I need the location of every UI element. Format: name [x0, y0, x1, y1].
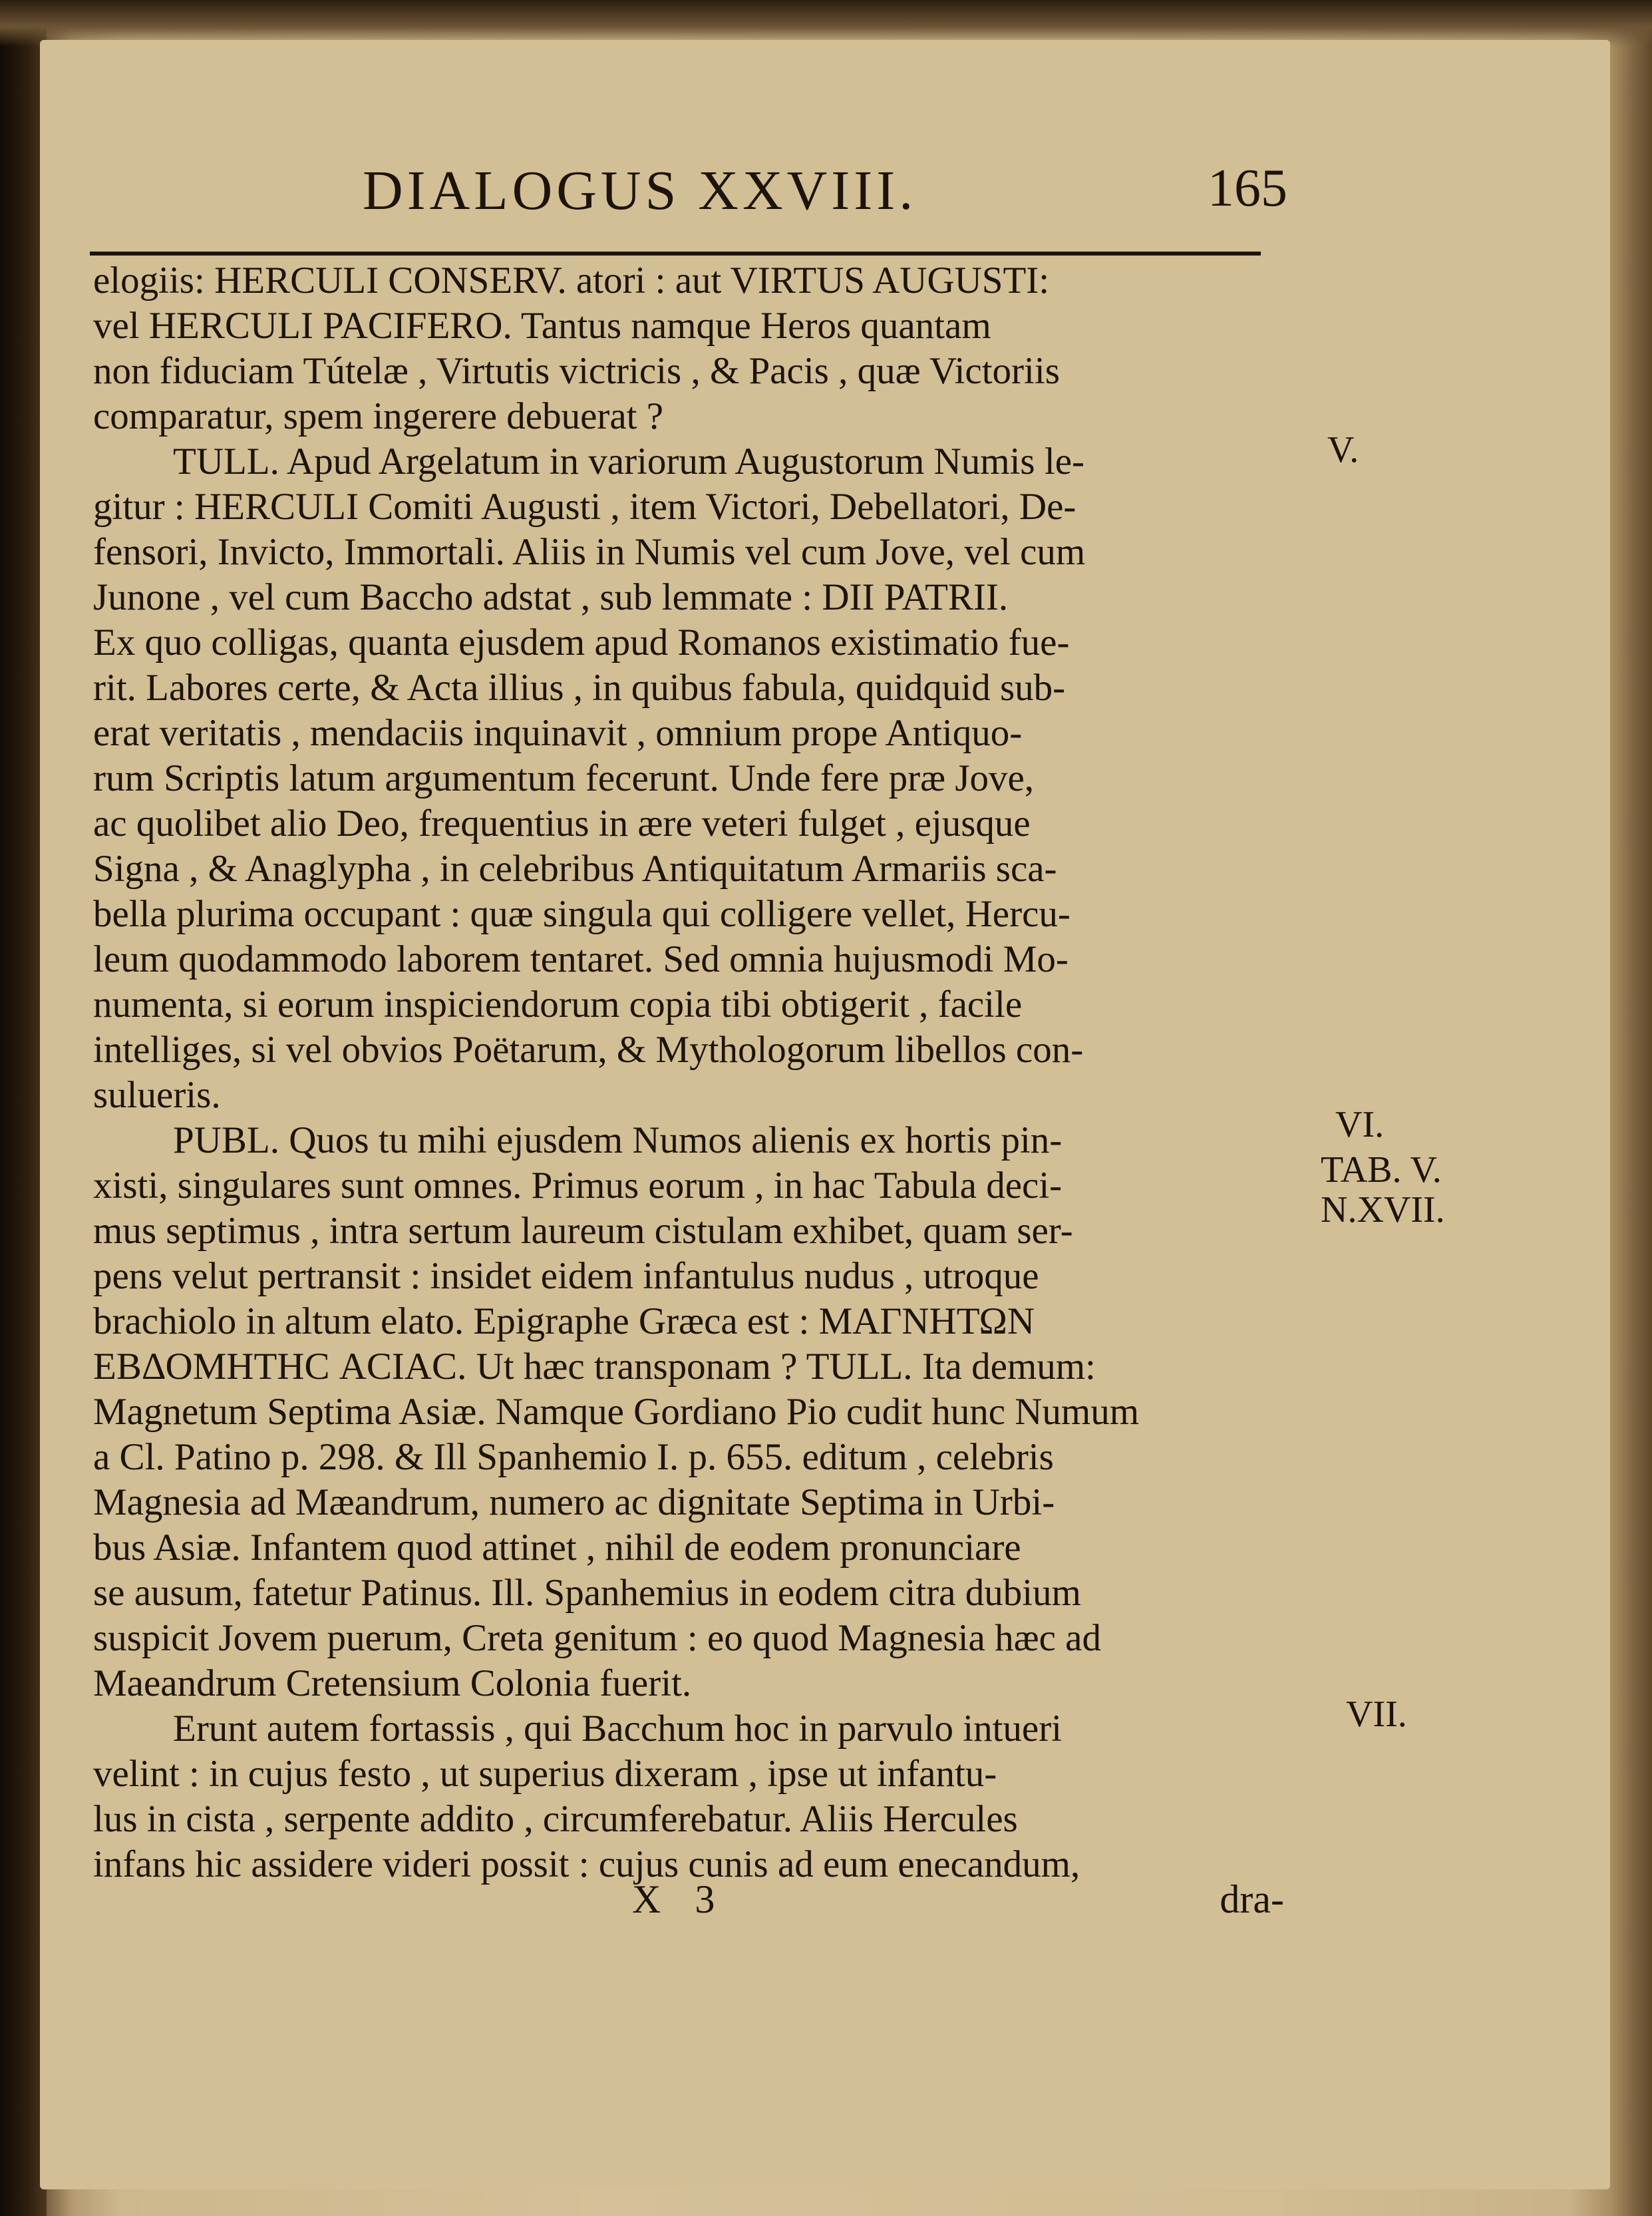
text-line: a Cl. Patino p. 298. & Ill Spanhemio I. p. 655. editum , celebris: [93, 1436, 1054, 1478]
text-line: intelliges, si vel obvios Poëtarum, & Mythologorum libellos con-: [93, 1029, 1084, 1071]
page-footer: [632, 1877, 1284, 1930]
text-line: mus septimus , intra sertum laureum cistulam exhibet, quam ser-: [93, 1210, 1073, 1252]
text-line: bus Asiæ. Infantem quod attinet , nihil de eodem pronunciare: [93, 1527, 1021, 1569]
text-line: gitur : HERCULI Comiti Augusti , item Victori, Debellatori, De-: [93, 486, 1076, 528]
running-head: DIALOGUS XXVIII.: [363, 160, 917, 222]
margin-notes: [1321, 0, 1494, 2216]
text-line: Signa , & Anaglypha , in celebribus Antiquitatum Armariis sca-: [93, 848, 1057, 890]
text-line: leum quodammodo laborem tentaret. Sed omnia hujusmodi Mo-: [93, 938, 1069, 980]
text-line: PUBL. Quos tu mihi ejusdem Numos alienis ex hortis pin-: [173, 1119, 1063, 1161]
text-line: se ausum, fatetur Patinus. Ill. Spanhemius in eodem citra dubium: [93, 1572, 1081, 1614]
margin-note-number: N.XVII.: [1321, 1189, 1445, 1230]
text-line: non fiduciam Tútelæ , Virtutis victricis , & Pacis , quæ Victoriis: [93, 350, 1060, 392]
text-line: numenta, si eorum inspiciendorum copia tibi obtigerit , facile: [93, 984, 1023, 1025]
text-line: Magnetum Septima Asiæ. Namque Gordiano Pio cudit hunc Numum: [93, 1391, 1140, 1433]
text-line: vel HERCULI PACIFERO. Tantus namque Heros quantam: [93, 305, 991, 347]
text-line: ΕΒΔΟΜΗΤΗС ΑСΙΑС. Ut hæc transponam ? TULL. Ita demum:: [93, 1346, 1096, 1387]
text-line: ac quolibet alio Deo, frequentius in ære veteri fulget , ejusque: [93, 803, 1031, 844]
signature-mark: X 3: [632, 1877, 727, 1921]
text-line: Ex quo colligas, quanta ejusdem apud Romanos existimatio fue-: [93, 622, 1070, 663]
text-line: suspicit Jovem puerum, Creta genitum : eo quod Magnesia hæc ad: [93, 1617, 1101, 1659]
text-line: rum Scriptis latum argumentum fecerunt. Unde fere præ Jove,: [93, 757, 1035, 799]
page-header: [363, 158, 1287, 232]
text-line: Junone , vel cum Baccho adstat , sub lemmate : DII PATRII.: [93, 576, 1009, 618]
text-line: comparatur, spem ingerere debuerat ?: [93, 395, 664, 437]
text-line: brachiolo in altum elato. Epigraphe Græca est : ΜΑΓΝΗΤΩΝ: [93, 1300, 1035, 1342]
margin-note-tab: TAB. V.: [1321, 1149, 1442, 1191]
text-line: pens velut pertransit : insidet eidem infantulus nudus , utroque: [93, 1255, 1039, 1297]
text-line: bella plurima occupant : quæ singula qui colligere vellet, Hercu-: [93, 893, 1071, 935]
text-line: sulueris.: [93, 1074, 221, 1116]
text-line: xisti, singulares sunt omnes. Primus eorum , in hac Tabula deci-: [93, 1165, 1063, 1206]
text-line: Maeandrum Cretensium Colonia fuerit.: [93, 1662, 692, 1704]
text-line: Erunt autem fortassis , qui Bacchum hoc in parvulo intueri: [173, 1708, 1063, 1750]
text-line: fensori, Invicto, Immortali. Aliis in Numis vel cum Jove, vel cum: [93, 531, 1086, 573]
page-number: 165: [1208, 159, 1287, 218]
text-line: infans hic assidere videri possit : cujus cunis ad eum enecandum,: [93, 1843, 1080, 1885]
text-line: TULL. Apud Argelatum in variorum Augustorum Numis le-: [173, 441, 1084, 482]
text-line: velint : in cujus festo , ut superius dixeram , ipse ut infantu-: [93, 1753, 997, 1795]
catchword: dra-: [1220, 1877, 1284, 1921]
margin-note-vi: VI.: [1335, 1104, 1385, 1145]
margin-note-v: V.: [1327, 429, 1359, 470]
text-line: erat veritatis , mendaciis inquinavit , omnium prope Antiquo-: [93, 712, 1023, 754]
body-text: [93, 258, 1284, 1887]
text-line: elogiis: HERCULI CONSERV. atori : aut VIRTUS AUGUSTI:: [93, 260, 1050, 301]
text-line: lus in cista , serpente addito , circumferebatur. Aliis Hercules: [93, 1798, 1018, 1840]
text-line: rit. Labores certe, & Acta illius , in quibus fabula, quidquid sub-: [93, 667, 1066, 709]
text-line: Magnesia ad Mæandrum, numero ac dignitate Septima in Urbi-: [93, 1481, 1055, 1523]
margin-note-vii: VII.: [1346, 1694, 1407, 1735]
header-rule: [90, 252, 1261, 256]
